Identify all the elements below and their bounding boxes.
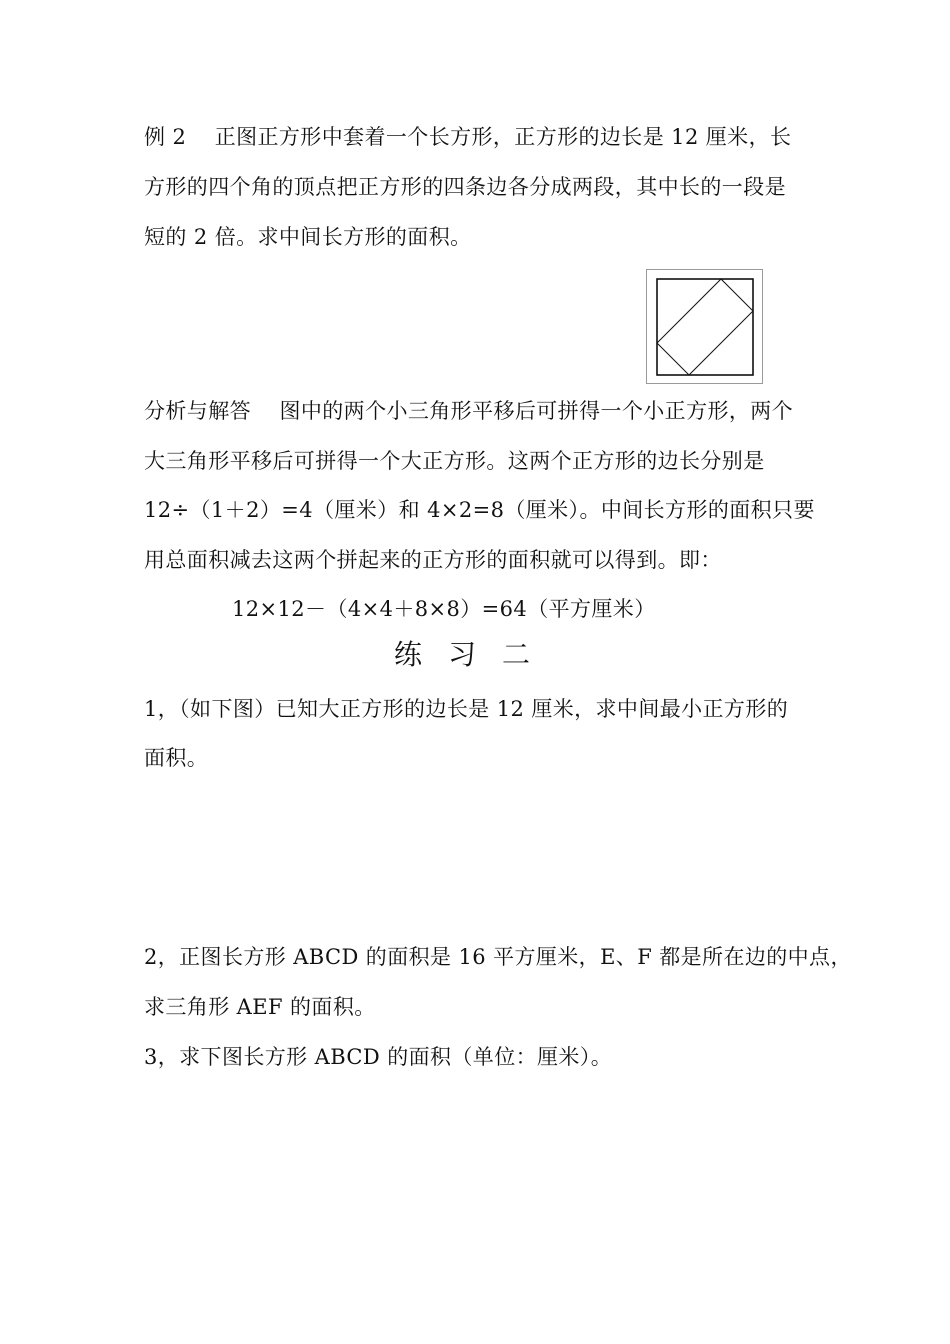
analysis-line-3: 12÷（1＋2）=4（厘米）和 4×2=8（厘米）。中间长方形的面积只要	[144, 498, 815, 522]
inner-rectangle	[657, 279, 753, 375]
analysis-formula: 12×12－（4×4＋8×8）=64（平方厘米）	[232, 597, 656, 621]
exercise-title: 练习二	[393, 638, 556, 671]
analysis-line-4: 用总面积减去这两个拼起来的正方形的面积就可以得到。即：	[144, 548, 722, 572]
exercise-3-line-1: 3，求下图长方形 ABCD 的面积（单位：厘米）。	[144, 1045, 613, 1069]
outer-square	[657, 279, 753, 375]
exercise-1-line-2: 面积。	[144, 746, 209, 770]
example2-line-1: 例 2 正图正方形中套着一个长方形，正方形的边长是 12 厘米，长	[144, 125, 792, 149]
exercise-1-line-1: 1，（如下图）已知大正方形的边长是 12 厘米，求中间最小正方形的	[144, 697, 789, 721]
analysis-line-1: 分析与解答 图中的两个小三角形平移后可拼得一个小正方形，两个	[144, 399, 794, 423]
figure-frame	[647, 270, 763, 384]
analysis-line-2: 大三角形平移后可拼得一个大正方形。这两个正方形的边长分别是	[144, 449, 765, 473]
example2-line-2: 方形的四个角的顶点把正方形的四条边各分成两段，其中长的一段是	[144, 175, 786, 199]
square-with-inscribed-rectangle-figure	[646, 269, 763, 384]
exercise-2-line-2: 求三角形 AEF 的面积。	[144, 995, 376, 1019]
exercise-2-line-1: 2，正图长方形 ABCD 的面积是 16 平方厘米，E、F 都是所在边的中点，	[144, 945, 852, 969]
example2-line-3: 短的 2 倍。求中间长方形的面积。	[144, 225, 472, 249]
